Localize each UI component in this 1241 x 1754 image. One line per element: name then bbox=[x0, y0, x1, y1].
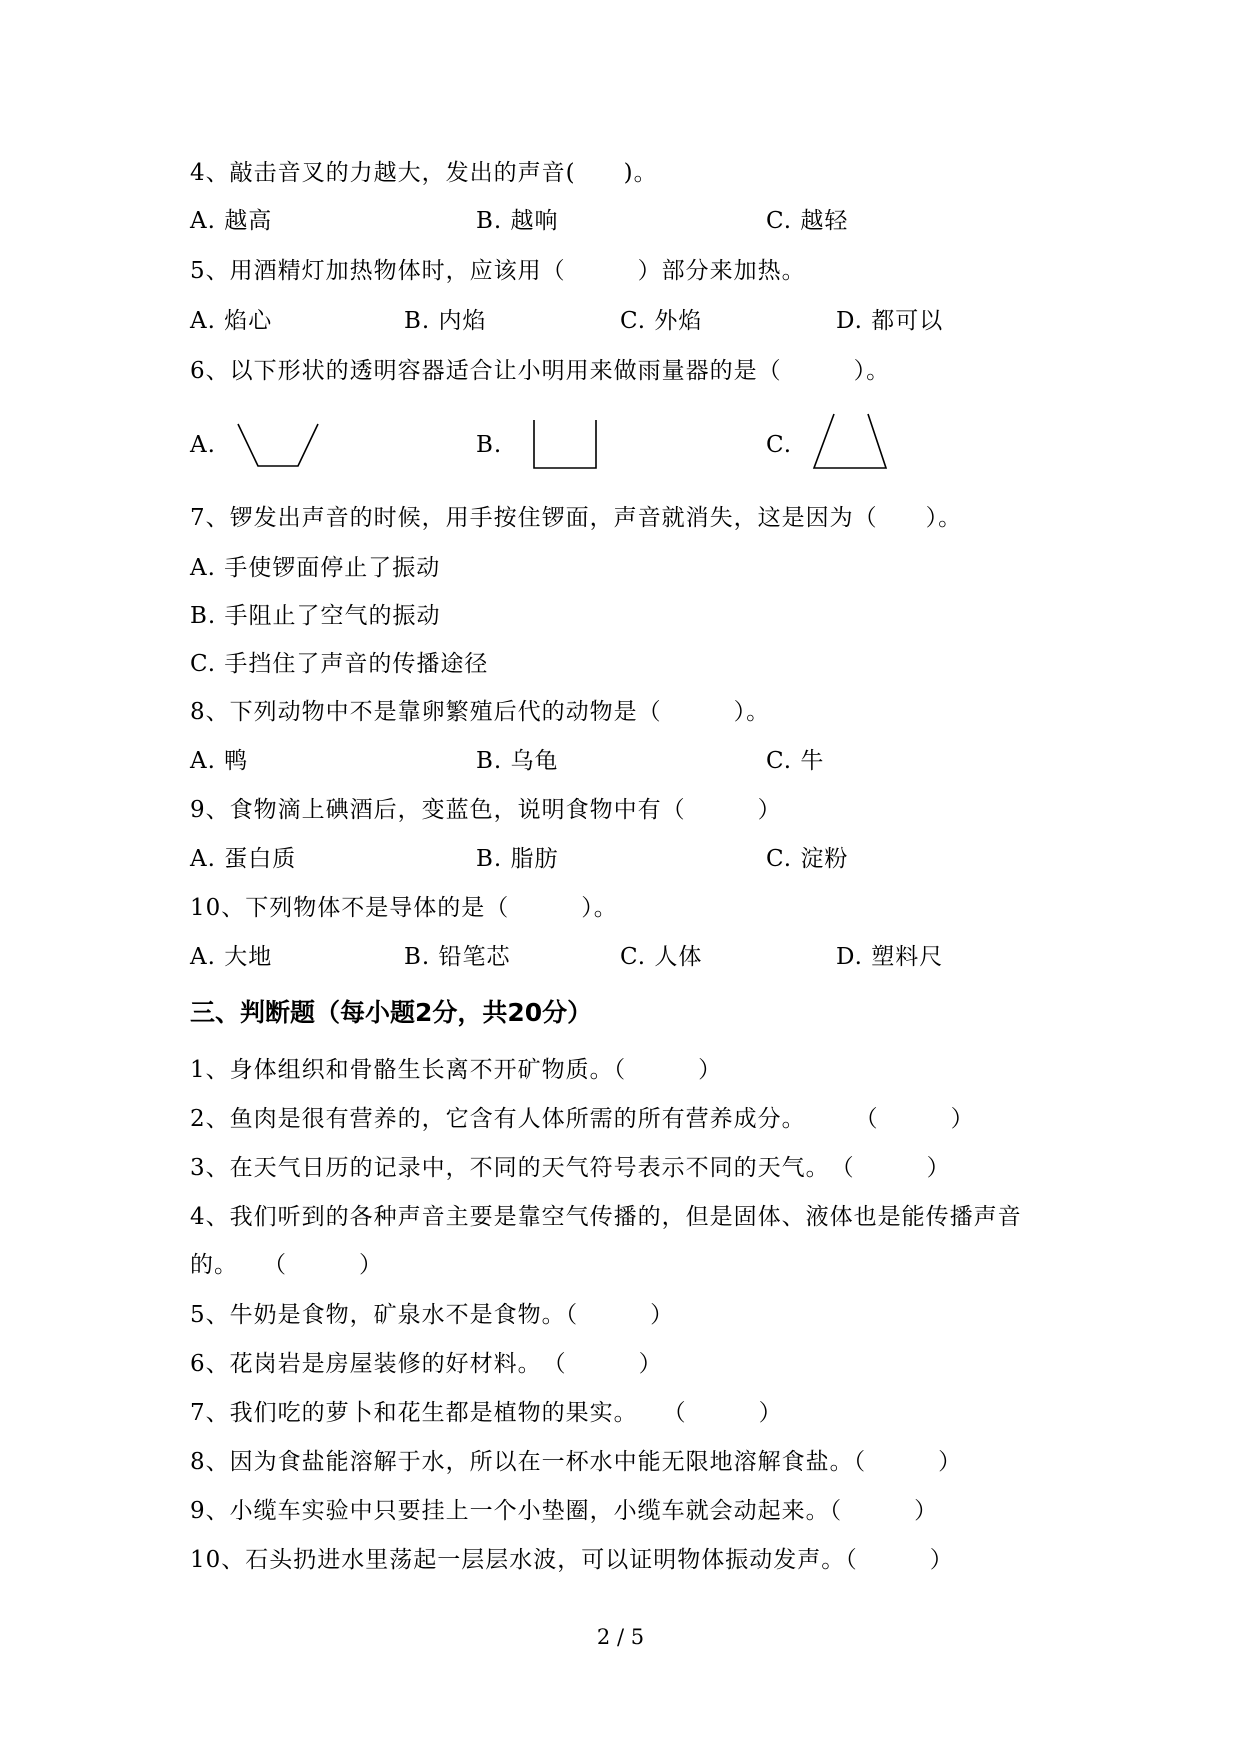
judgement-item-8: 8、因为食盐能溶解于水，所以在一杯水中能无限地溶解食盐。（ ） bbox=[190, 1449, 963, 1475]
question-8-stem: 8、下列动物中不是靠卵繁殖后代的动物是（ ）。 bbox=[190, 699, 771, 725]
judgement-item-6: 6、花岗岩是房屋装修的好材料。 （ ） bbox=[190, 1351, 663, 1377]
question-7-option-c: C. 手挡住了声音的传播途径 bbox=[190, 651, 489, 677]
judgement-item-1: 1、身体组织和骨骼生长离不开矿物质。（ ） bbox=[190, 1057, 723, 1083]
container-narrow-top-icon bbox=[812, 412, 888, 472]
question-9-stem: 9、食物滴上碘酒后，变蓝色，说明食物中有（ ） bbox=[190, 797, 782, 823]
judgement-item-5: 5、牛奶是食物，矿泉水不是食物。（ ） bbox=[190, 1302, 675, 1328]
question-10-option-d: D. 塑料尺 bbox=[836, 944, 944, 970]
judgement-item-3: 3、在天气日历的记录中，不同的天气符号表示不同的天气。 （ ） bbox=[190, 1155, 951, 1181]
question-6-option-b: B. bbox=[476, 432, 503, 458]
question-5-stem: 5、用酒精灯加热物体时，应该用（ ）部分来加热。 bbox=[190, 258, 806, 284]
judgement-item-2: 2、鱼肉是很有营养的，它含有人体所需的所有营养成分。 （ ） bbox=[190, 1106, 975, 1132]
question-4-option-c: C. 越轻 bbox=[766, 208, 849, 234]
container-straight-wall-icon bbox=[530, 418, 600, 472]
judgement-item-4: 4、我们听到的各种声音主要是靠空气传播的，但是固体、液体也是能传播声音 bbox=[190, 1204, 1022, 1230]
judgement-item-4-continued: 的。 （ ） bbox=[190, 1252, 383, 1278]
question-9-option-b: B. 脂肪 bbox=[476, 846, 559, 872]
question-6-option-a: A. bbox=[190, 432, 216, 458]
question-5-option-d: D. 都可以 bbox=[836, 308, 944, 334]
question-8-option-c: C. 牛 bbox=[766, 748, 825, 774]
question-5-option-a: A. 焰心 bbox=[190, 308, 273, 334]
container-wide-top-icon bbox=[236, 420, 320, 472]
question-7-option-b: B. 手阻止了空气的振动 bbox=[190, 603, 441, 629]
question-7-option-a: A. 手使锣面停止了振动 bbox=[190, 555, 441, 581]
question-5-option-b: B. 内焰 bbox=[404, 308, 487, 334]
question-10-option-a: A. 大地 bbox=[190, 944, 273, 970]
question-10-option-b: B. 铅笔芯 bbox=[404, 944, 511, 970]
question-5-option-c: C. 外焰 bbox=[620, 308, 703, 334]
question-8-option-b: B. 乌龟 bbox=[476, 748, 559, 774]
question-10-option-c: C. 人体 bbox=[620, 944, 703, 970]
question-4-stem: 4、敲击音叉的力越大，发出的声音( )。 bbox=[190, 160, 658, 186]
page-number: 2 / 5 bbox=[596, 1625, 645, 1649]
question-8-option-a: A. 鸭 bbox=[190, 748, 249, 774]
question-9-option-c: C. 淀粉 bbox=[766, 846, 849, 872]
question-4-option-a: A. 越高 bbox=[190, 208, 273, 234]
question-7-stem: 7、锣发出声音的时候，用手按住锣面，声音就消失，这是因为（ ）。 bbox=[190, 505, 963, 531]
question-10-stem: 10、下列物体不是导体的是（ ）。 bbox=[190, 895, 618, 921]
section-3-heading: 三、判断题（每小题2分，共20分） bbox=[190, 998, 593, 1027]
question-6-option-c: C. bbox=[766, 432, 793, 458]
judgement-item-9: 9、小缆车实验中只要挂上一个小垫圈，小缆车就会动起来。（ ） bbox=[190, 1498, 939, 1524]
judgement-item-7: 7、我们吃的萝卜和花生都是植物的果实。 （ ） bbox=[190, 1400, 783, 1426]
question-9-option-a: A. 蛋白质 bbox=[190, 846, 297, 872]
question-4-option-b: B. 越响 bbox=[476, 208, 559, 234]
judgement-item-10: 10、石头扔进水里荡起一层层水波，可以证明物体振动发声。（ ） bbox=[190, 1547, 954, 1573]
question-6-stem: 6、以下形状的透明容器适合让小明用来做雨量器的是（ ）。 bbox=[190, 358, 891, 384]
